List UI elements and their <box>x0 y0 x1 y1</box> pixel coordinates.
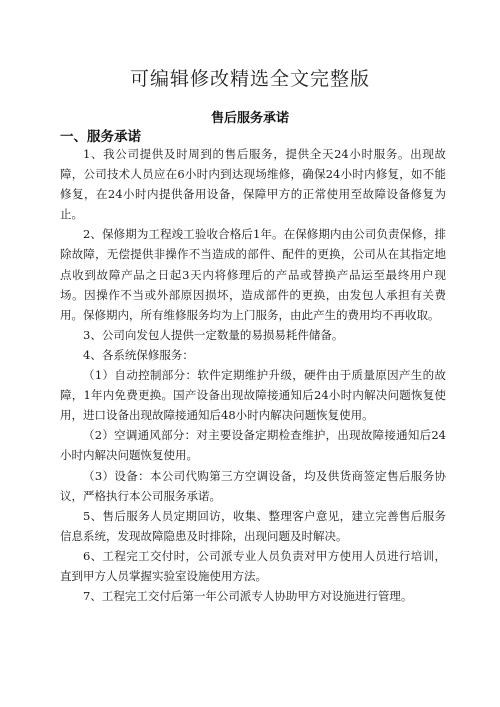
paragraph-4-1: （1）自动控制部分：软件定期维护升级，硬件由于质量原因产生的故障，1年内免费更换。国产设备出现故障接通知后24小时内解决问题恢复使用，进口设备出现故障接通知后48小时内解决问题恢复使用。 <box>60 368 446 423</box>
paragraph-6: 6、工程完工交付时，公司派专业人员负责对甲方使用人员进行培训，直到甲方人员掌握实验室设施使用方法。 <box>60 548 446 583</box>
document-title: 可编辑修改精选全文完整版 <box>129 68 370 90</box>
paragraph-1: 1、我公司提供及时周到的售后服务，提供全天24小时服务。出现故障，公司技术人员应在6小时内到达现场维修，确保24小时内修复，如不能修复，在24小时内提供备用设备，保障甲方的正常使用至故障设备修复为止。 <box>60 147 446 222</box>
paragraph-4-2: （2）空调通风部分：对主要设备定期检查维护，出现故障接通知后24小时内解决问题恢复使用。 <box>60 428 446 463</box>
paragraph-2: 2、保修期为工程竣工验收合格后1年。在保修期内由公司负责保修，排除故障，无偿提供非操作不当造成的部件、配件的更换，公司从在其指定地点收到故障产品之日起3天内将修理后的产品或替换产品运至最终用户现场。因操作不当或外部原因损坏，造成部件的更换，由发包人承担有关费用。保修期内，所有维修服务均为上门服务，由此产生的费用均不再收取。 <box>60 227 446 322</box>
document-body <box>60 144 446 606</box>
document-subtitle: 售后服务承诺 <box>210 111 289 126</box>
section-heading: 一、服务承诺 <box>60 129 141 145</box>
paragraph-3: 3、公司向发包人提供一定数量的易损易耗件储备。 <box>83 327 344 342</box>
paragraph-5: 5、售后服务人员定期回访，收集、整理客户意见，建立完善售后服务信息系统，发现故障隐患及时排除，出现问题及时解决。 <box>60 508 446 543</box>
paragraph-4-3: （3）设备：本公司代购第三方空调设备，均及供货商签定售后服务协议，严格执行本公司服务承诺。 <box>60 468 446 503</box>
paragraph-4: 4、各系统保修服务： <box>83 347 194 362</box>
paragraph-7: 7、工程完工交付后第一年公司派专人协助甲方对设施进行管理。 <box>83 589 413 604</box>
